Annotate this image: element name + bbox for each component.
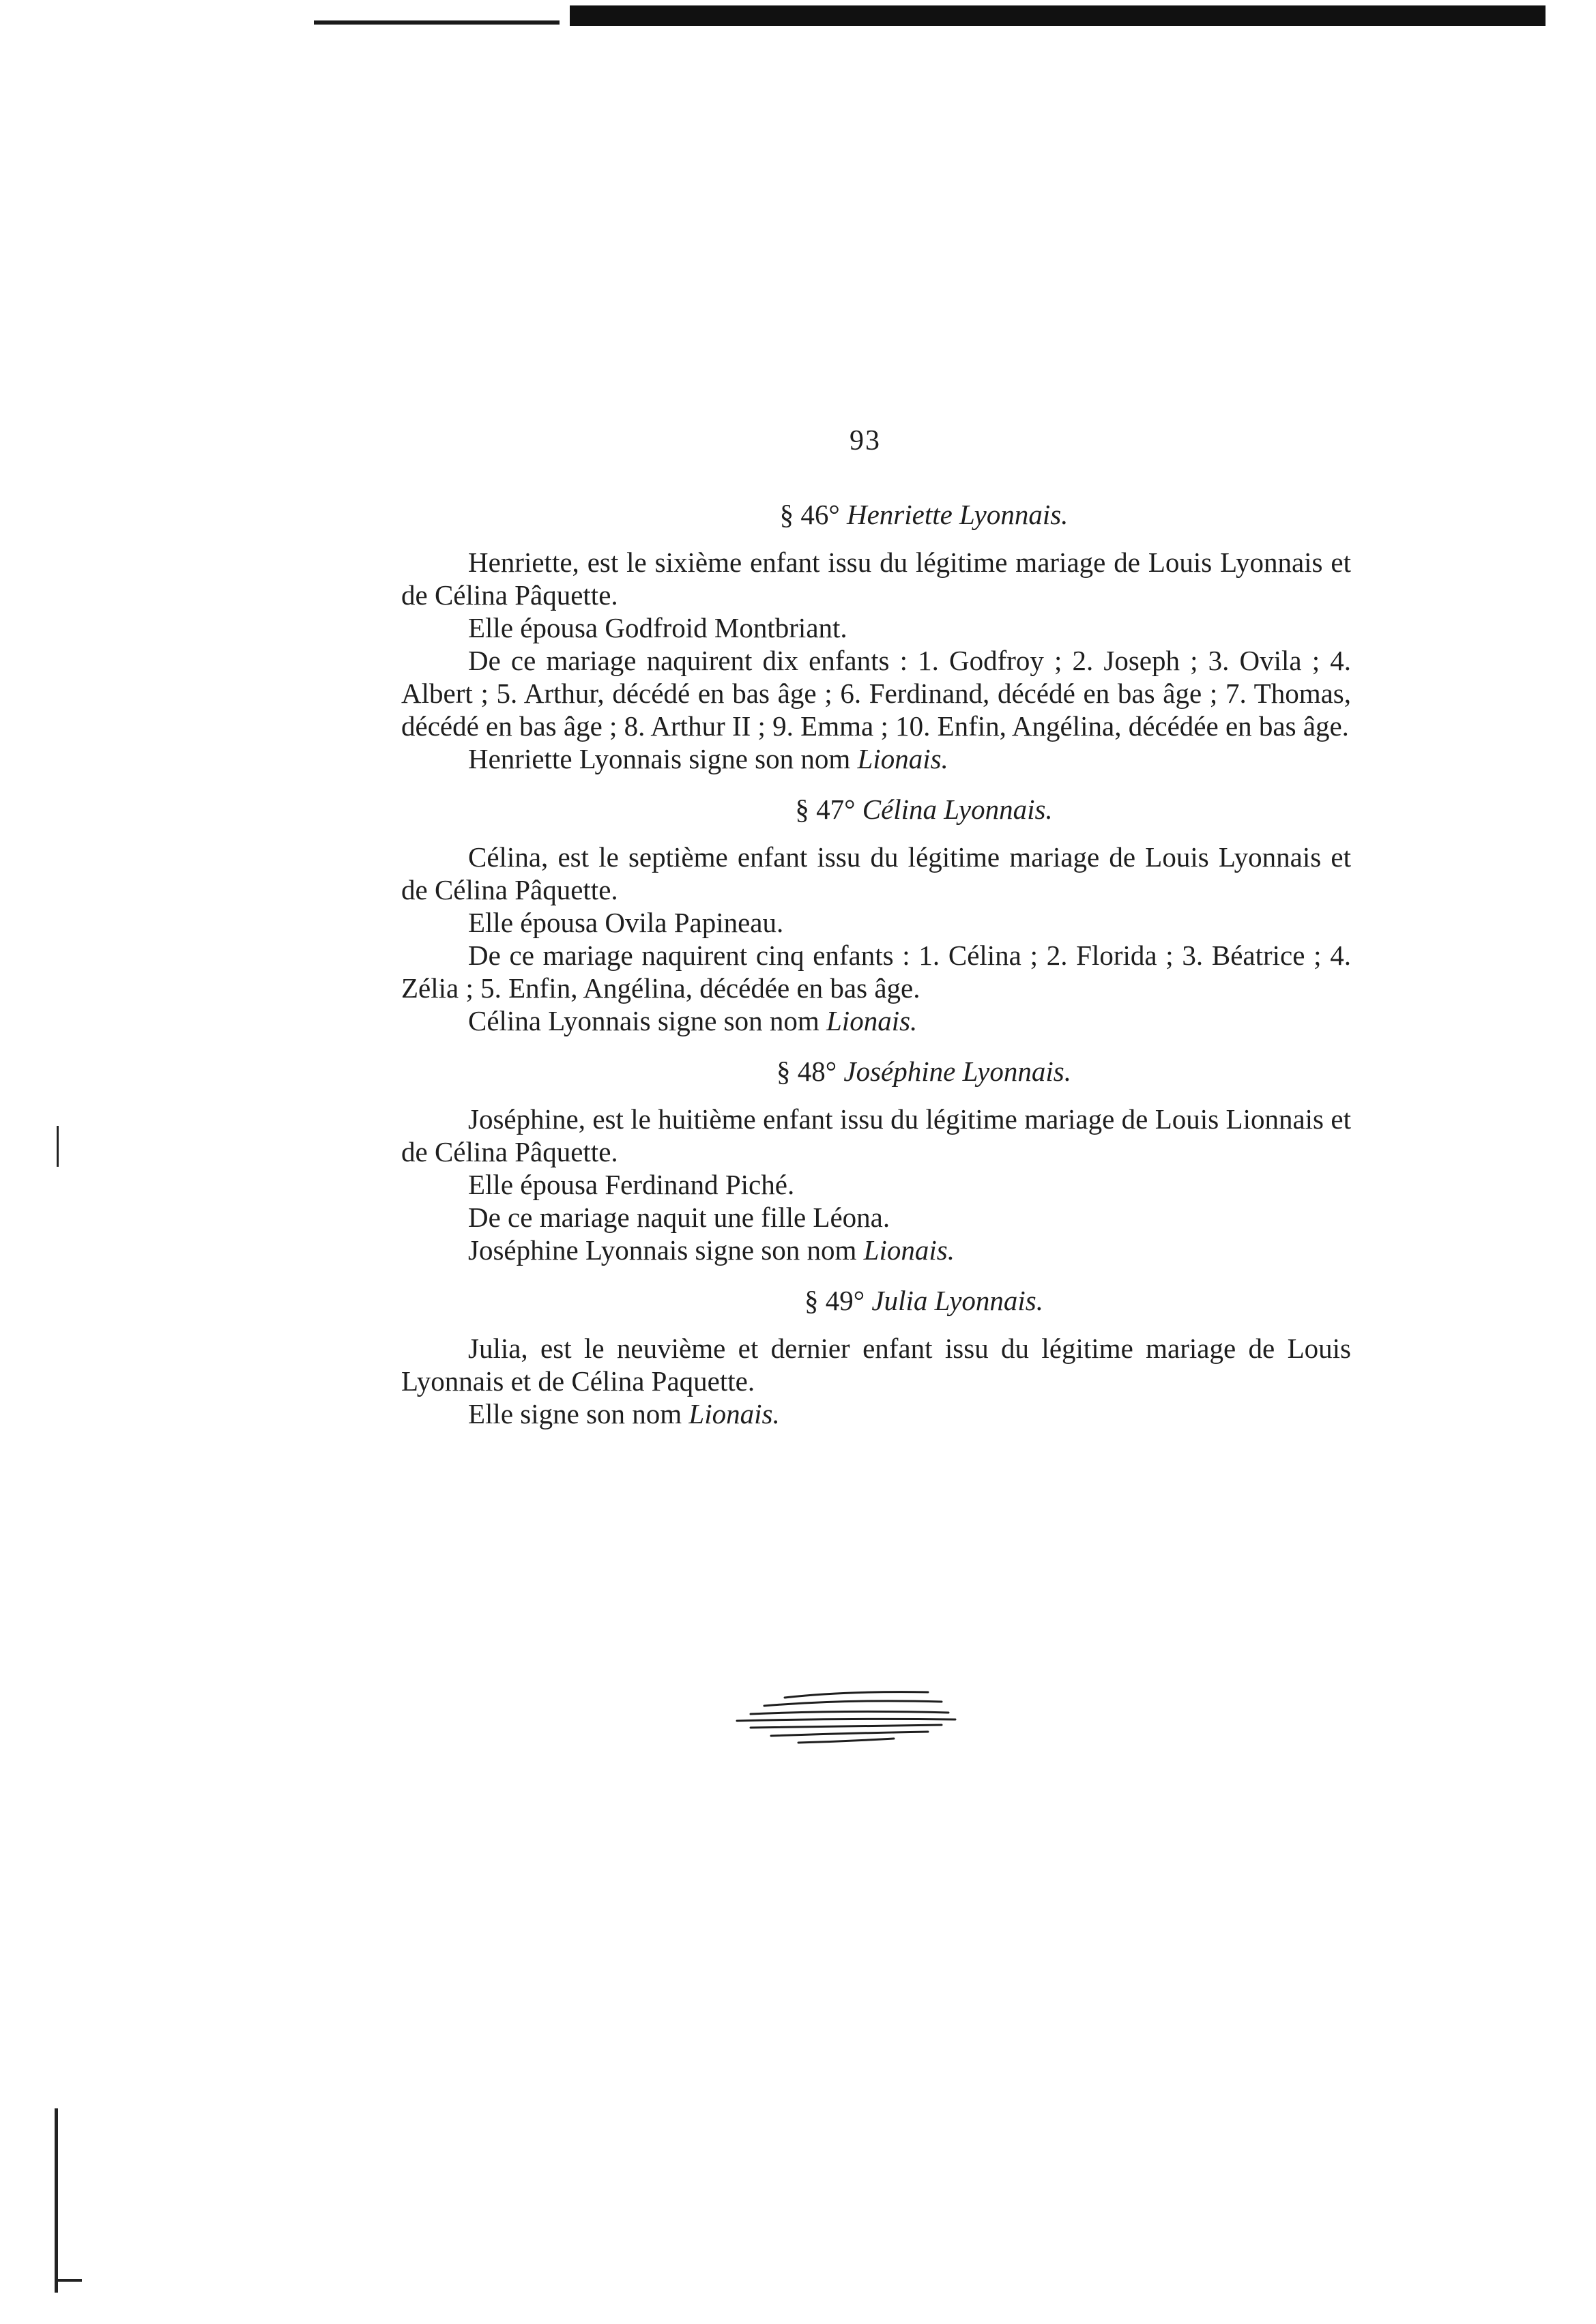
section-number: 47° (816, 794, 856, 825)
section-symbol: § (779, 499, 794, 530)
section-symbol: § (795, 794, 809, 825)
section-heading (401, 1055, 1351, 1088)
section-title: Joséphine Lyonnais. (843, 1056, 1071, 1087)
section-symbol: § (777, 1056, 791, 1087)
page-body (401, 498, 1351, 1448)
paragraph: Elle épousa Ovila Papineau. (468, 907, 784, 938)
section-46 (401, 498, 1351, 775)
children-list: De ce mariage naquirent cinq enfants : 1. Célina ; 2. Florida ; 3. Béatrice ; 4. Zélia ; 5. Enfin, Angélina, décédée en bas âge. (401, 940, 1351, 1004)
children-list: De ce mariage naquirent dix enfants : 1. Godfroy ; 2. Joseph ; 3. Ovila ; 4. Albert ; 5. Arthur, décédé en bas âge ; 6. Ferdinand, décédé en bas âge ; 7. Thomas, décédé en bas âge ; 8. Arthur II ; 9. Emma ; 10. Enfin, Angélina, décédée en bas âge. (401, 645, 1351, 742)
section-heading (401, 498, 1351, 531)
section-title: Henriette Lyonnais. (846, 499, 1069, 530)
signature-name: Lionais. (688, 1398, 780, 1429)
section-symbol: § (804, 1285, 819, 1316)
top-border-bar (570, 5, 1546, 26)
signature-name: Lionais. (857, 743, 948, 774)
margin-scan-mark (55, 2108, 58, 2293)
page-number: 93 (850, 425, 881, 456)
signature-line: Henriette Lyonnais signe son nom Lionais. (468, 743, 948, 774)
paragraph: Julia, est le neuvième et dernier enfant issu du légitime mariage de Louis Lyonnais et de Célina Paquette. (401, 1333, 1351, 1397)
end-ornament (723, 1685, 969, 1747)
paragraph: Joséphine, est le huitième enfant issu du légitime mariage de Louis Lionnais et de Célina Pâquette. (401, 1103, 1351, 1167)
paragraph: Elle épousa Godfroid Montbriant. (468, 612, 847, 643)
signature-line: Joséphine Lyonnais signe son nom Lionais. (468, 1234, 955, 1266)
section-heading (401, 1284, 1351, 1317)
margin-scan-mark (57, 1126, 59, 1167)
signature-name: Lionais. (863, 1234, 955, 1266)
paragraph: Henriette, est le sixième enfant issu du légitime mariage de Louis Lyonnais et de Célina Pâquette. (401, 547, 1351, 611)
section-title: Célina Lyonnais. (862, 794, 1053, 825)
margin-scan-mark (55, 2279, 82, 2282)
paragraph: Elle épousa Ferdinand Piché. (468, 1169, 795, 1200)
top-rule (314, 20, 560, 25)
section-number: 46° (800, 499, 840, 530)
section-49 (401, 1284, 1351, 1430)
section-47 (401, 793, 1351, 1037)
paragraph: De ce mariage naquit une fille Léona. (468, 1202, 890, 1233)
signature-name: Lionais. (826, 1005, 918, 1036)
section-number: 48° (797, 1056, 837, 1087)
signature-line: Elle signe son nom Lionais. (468, 1398, 780, 1429)
section-heading (401, 793, 1351, 826)
section-number: 49° (825, 1285, 865, 1316)
section-48 (401, 1055, 1351, 1266)
signature-line: Célina Lyonnais signe son nom Lionais. (468, 1005, 918, 1036)
paragraph: Célina, est le septième enfant issu du légitime mariage de Louis Lyonnais et de Célina Pâquette. (401, 841, 1351, 905)
section-title: Julia Lyonnais. (871, 1285, 1043, 1316)
